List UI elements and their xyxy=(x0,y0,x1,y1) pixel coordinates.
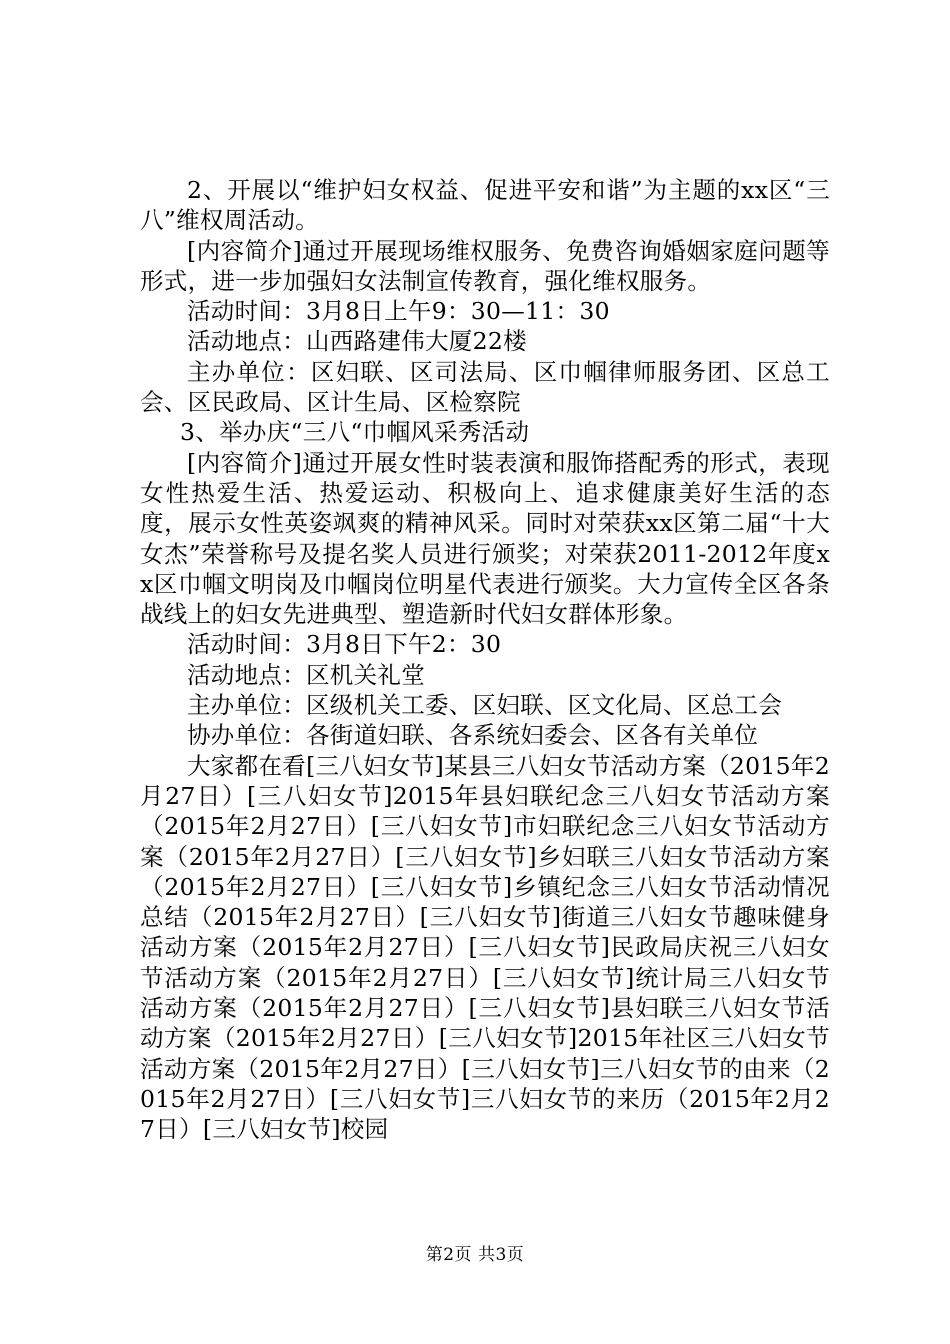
paragraph-item-3-heading: 3、举办庆“三八“巾帼风采秀活动 xyxy=(180,418,530,447)
paragraph-related-reading: 大家都在看[三八妇女节]某县三八妇女节活动方案（2015年2月27日）[三八妇女节]2015年县妇联纪念三八妇女节活动方案（2015年2月27日）[三八妇女节]市妇联纪念三八妇女节活动方案（2015年2月27日）[三八妇女节]乡妇联三八妇女节活动方案（2015年2月27日）[三八妇女节]乡镇纪念三八妇女节活动情况总结（2015年2月27日）[三八妇女节]街道三八妇女节趣味健身活动方案（2015年2月27日）[三八妇女节]民政局庆祝三八妇女节活动方案（2015年2月27日）[三八妇女节]统计局三八妇女节活动方案（2015年2月27日）[三八妇女节]县妇联三八妇女节活动方案（2015年2月27日）[三八妇女节]2015年社区三八妇女节活动方案（2015年2月27日）[三八妇女节]三八妇女节的由来（2015年2月27日）[三八妇女节]三八妇女节的来历（2015年2月27日）[三八妇女节]校园 xyxy=(140,751,830,1144)
paragraph-organizers-2: 主办单位：区级机关工委、区妇联、区文化局、区总工会 xyxy=(187,691,782,720)
paragraph-activity-location-1: 活动地点：山西路建伟大厦22楼 xyxy=(187,327,527,356)
paragraph-co-organizers-2: 协办单位：各街道妇联、各系统妇委会、区各有关单位 xyxy=(187,721,759,750)
document-body xyxy=(140,175,830,1145)
paragraph-intro-1: [内容简介]通过开展现场维权服务、免费咨询婚姻家庭问题等形式，进一步加强妇女法制宣传教育，强化维权服务。 xyxy=(140,236,830,295)
paragraph-activity-time-2: 活动时间：3月8日下午2：30 xyxy=(187,630,502,659)
paragraph-organizers-1: 主办单位：区妇联、区司法局、区巾帼律师服务团、区总工会、区民政局、区计生局、区检察院 xyxy=(140,357,830,417)
paragraph-activity-location-2: 活动地点：区机关礼堂 xyxy=(187,660,425,689)
paragraph-intro-2: [内容简介]通过开展女性时装表演和服饰搭配秀的形式，表现女性热爱生活、热爱运动、积极向上、追求健康美好生活的态度，展示女性英姿飒爽的精神风采。同时对荣获xx区第二届“十大女杰”荣誉称号及提名奖人员进行颁奖；对荣获2011-2012年度xx区巾帼文明岗及巾帼岗位明星代表进行颁奖。大力宣传全区各条战线上的妇女先进典型、塑造新时代妇女群体形象。 xyxy=(140,448,830,629)
paragraph-activity-time-1: 活动时间：3月8日上午9：30—11：30 xyxy=(187,297,610,326)
paragraph-item-2-heading: 2、开展以“维护妇女权益、促进平安和谐”为主题的xx区“三八”维权周活动。 xyxy=(140,176,830,235)
page-number-footer: 第2页 共3页 xyxy=(425,1245,525,1265)
